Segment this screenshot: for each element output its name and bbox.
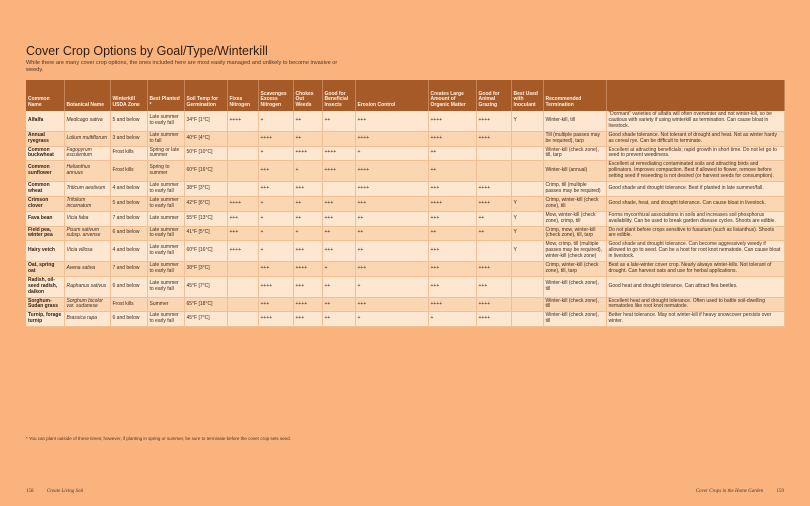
table-cell: [227, 262, 258, 277]
table-cell: ++: [428, 161, 476, 182]
table-cell: Triticum aestivum: [64, 182, 110, 197]
table-cell: 7 and below: [110, 211, 147, 226]
table-cell: [511, 161, 543, 182]
table-cell: Late summer to early fall: [147, 312, 184, 327]
table-cell: [227, 131, 258, 146]
table-cell: 38°F [3°C]: [184, 182, 227, 197]
crop-name-cell: Sorghum-Sudan grass: [26, 297, 64, 312]
table-cell: +++: [355, 111, 428, 131]
table-cell: ++++: [258, 131, 293, 146]
column-header: Fixes Nitrogen: [227, 80, 258, 111]
table-cell: Late summer: [147, 211, 184, 226]
table-cell: Crimp, mow, winter-kill (check zone), till, tarp: [543, 226, 606, 241]
table-cell: +: [258, 111, 293, 131]
footer-right: [696, 489, 784, 494]
table-cell: [322, 182, 355, 197]
table-cell: Late summer to early fall: [147, 241, 184, 262]
table-cell: Y: [511, 211, 543, 226]
left-page-number: 158: [26, 489, 34, 494]
page-subtitle: While there are many cover crop options, the ones included here are most easily managed and unlikely to become invasive or weedy.: [26, 60, 338, 74]
table-cell: ++++: [322, 161, 355, 182]
table-cell: +++: [428, 262, 476, 277]
table-cell: ++++: [355, 131, 428, 146]
table-cell: [322, 131, 355, 146]
table-cell: ++++: [355, 161, 428, 182]
table-cell: 6 and below: [110, 276, 147, 297]
table-cell: ++++: [476, 312, 511, 327]
table-cell: ++++: [476, 196, 511, 211]
table-cell: Late summer to early fall: [147, 226, 184, 241]
table-cell: Forms mycorrhizal associations in soils and increases soil phosphorus availability. Can be used to break garden disease cycles. Shoots are edible.: [606, 211, 784, 226]
table-cell: ++: [355, 226, 428, 241]
table-cell: ++: [322, 297, 355, 312]
table-cell: Avena sativa: [64, 262, 110, 277]
table-cell: ++: [322, 276, 355, 297]
table-row: [26, 262, 784, 277]
table-cell: Winter-kill (check zone), till, tarp: [543, 146, 606, 161]
table-cell: Frost kills: [110, 146, 147, 161]
table-row: [26, 211, 784, 226]
table-cell: +++: [428, 241, 476, 262]
table-cell: ++++: [476, 297, 511, 312]
table-cell: Y: [511, 226, 543, 241]
column-header: Common Name: [26, 80, 64, 111]
table-cell: 60°F [16°C]: [184, 241, 227, 262]
table-cell: Late summer to early fall: [147, 196, 184, 211]
table-cell: Y: [511, 196, 543, 211]
column-header: Winterkill USDA Zone: [110, 80, 147, 111]
table-cell: ++: [355, 241, 428, 262]
table-cell: 3 and below: [110, 131, 147, 146]
table-cell: Sorghum bicolor var. sudanese: [64, 297, 110, 312]
table-row: [26, 161, 784, 182]
table-cell: +: [258, 241, 293, 262]
table-cell: +++: [293, 276, 322, 297]
table-cell: ++++: [428, 196, 476, 211]
crop-name-cell: Annual ryegrass: [26, 131, 64, 146]
table-cell: [511, 276, 543, 297]
table-cell: 65°F [18°C]: [184, 297, 227, 312]
table-cell: 7 and below: [110, 262, 147, 277]
table-cell: +: [293, 226, 322, 241]
page-title: Cover Crop Options by Goal/Type/Winterkill: [26, 44, 268, 58]
table-cell: ++++: [293, 262, 322, 277]
table-cell: [511, 131, 543, 146]
table-cell: Y: [511, 111, 543, 131]
table-cell: ++: [293, 111, 322, 131]
table-cell: 60°F [16°C]: [184, 161, 227, 182]
table-cell: +++: [258, 161, 293, 182]
table-row: [26, 111, 784, 131]
table-cell: 41°F [5°C]: [184, 226, 227, 241]
table-cell: +: [355, 276, 428, 297]
footer-left: [26, 489, 83, 494]
table-cell: Good shade and drought tolerance. Best if planted in late summer/fall.: [606, 182, 784, 197]
table-cell: Crimp, winter-kill (check zone), till: [543, 196, 606, 211]
table-cell: +++: [258, 297, 293, 312]
table-cell: Late summer to early fall: [147, 111, 184, 131]
table-cell: Winter-kill (check zone), till: [543, 297, 606, 312]
table-cell: ++: [322, 312, 355, 327]
cover-crop-table: [26, 80, 785, 327]
table-cell: +++: [258, 262, 293, 277]
right-page-number: 159: [776, 489, 784, 494]
table-cell: +++: [428, 182, 476, 197]
table-cell: 6 and below: [110, 226, 147, 241]
crop-name-cell: Common sunflower: [26, 161, 64, 182]
table-cell: ++++: [227, 196, 258, 211]
table-cell: +++: [322, 211, 355, 226]
table-cell: “Dormant” varieties of alfalfa will often overwinter and not winter-kill, so be cautious with variety if using winterkill as termination. Can cause bloat in livestock.: [606, 111, 784, 131]
table-cell: 38°F [3°C]: [184, 262, 227, 277]
table-cell: +: [258, 226, 293, 241]
table-cell: Y: [511, 241, 543, 262]
table-cell: Winter-kill, till: [543, 111, 606, 131]
table-cell: Good shade and drought tolerance. Can become aggressively weedy if allowed to go to seed. Can be a host for root knot nematode. Can cause bloat in livestock.: [606, 241, 784, 262]
table-cell: +: [355, 312, 428, 327]
table-cell: Late summer to fall: [147, 131, 184, 146]
table-cell: +: [293, 161, 322, 182]
right-running-title: Cover Crops in the Home Garden: [695, 489, 764, 494]
table-cell: Excellent heat and drought tolerance. Often used to battle soil-dwelling nematodes like root knot nematode.: [606, 297, 784, 312]
table-row: [26, 131, 784, 146]
table-cell: [227, 297, 258, 312]
table-cell: Excellent at remediating contaminated soils and attracting birds and pollinators. Improves compaction. Best if allowed to flower, remove before setting seed if reseeding is not desired (or harvest seeds for consumption).: [606, 161, 784, 182]
table-footnote: * You can plant outside of these times; however, if planting in spring or summer, be sure to terminate before the cover crop sets seed.: [26, 436, 291, 441]
table-cell: +++: [227, 211, 258, 226]
crop-name-cell: Hairy vetch: [26, 241, 64, 262]
table-cell: [511, 312, 543, 327]
crop-name-cell: Crimson clover: [26, 196, 64, 211]
crop-name-cell: Oat, spring oat: [26, 262, 64, 277]
column-header: Chokes Out Weeds: [293, 80, 322, 111]
table-cell: Good shade tolerance. Not tolerant of drought and heat. Not as winter hardy as cereal rye. Can be difficult to terminate.: [606, 131, 784, 146]
column-header: [606, 80, 784, 111]
table-cell: Lolium multiflorum: [64, 131, 110, 146]
table-cell: ++++: [322, 146, 355, 161]
table-row: [26, 312, 784, 327]
column-header: Best Used with Inoculant: [511, 80, 543, 111]
table-cell: +: [258, 146, 293, 161]
table-cell: Crimp, winter-kill (check zone), till, tarp: [543, 262, 606, 277]
table-cell: +++: [355, 297, 428, 312]
table-cell: ++++: [428, 111, 476, 131]
table-cell: [227, 182, 258, 197]
column-header: Good for Animal Grazing: [476, 80, 511, 111]
table-cell: [511, 182, 543, 197]
crop-name-cell: Alfalfa: [26, 111, 64, 131]
table-cell: ++++: [476, 182, 511, 197]
table-cell: ++: [476, 226, 511, 241]
table-cell: Do not plant before crops sensitive to fusarium (such as lisianthus). Shoots are edible.: [606, 226, 784, 241]
table-cell: 4 and below: [110, 182, 147, 197]
table-cell: ++++: [355, 182, 428, 197]
table-cell: +++: [293, 182, 322, 197]
table-cell: ++++: [428, 297, 476, 312]
crop-name-cell: Common wheat: [26, 182, 64, 197]
table-cell: 5 and below: [110, 196, 147, 211]
table-cell: [227, 146, 258, 161]
table-cell: Winter-kill (check zone), till: [543, 276, 606, 297]
crop-name-cell: Radish, oil-seed radish, daikon: [26, 276, 64, 297]
table-cell: +++: [428, 276, 476, 297]
table-row: [26, 241, 784, 262]
table-cell: Good heat and drought tolerance. Can attract flea beetles.: [606, 276, 784, 297]
column-header: Soil Temp for Germination: [184, 80, 227, 111]
table-cell: Pisum sativum subsp. arvense: [64, 226, 110, 241]
table-cell: 55°F [13°C]: [184, 211, 227, 226]
table-cell: Excellent at attracting beneficials; rapid growth in short time. Do not let go to seed to prevent weediness.: [606, 146, 784, 161]
table-cell: Frost kills: [110, 297, 147, 312]
table-cell: Best as a late-winter cover crop. Nearly always winter-kills. Not tolerant of drought. Can harvest oats and use for herbal applications.: [606, 262, 784, 277]
table-cell: [227, 161, 258, 182]
table-cell: Mow, crimp, till (multiple passes may be required), winter-kill (check zone): [543, 241, 606, 262]
table-cell: ++: [322, 226, 355, 241]
table-cell: [227, 276, 258, 297]
crop-name-cell: Field pea, winter pea: [26, 226, 64, 241]
column-header: Scavenges Excess Nitrogen: [258, 80, 293, 111]
table-cell: Fagopyrum esculentum: [64, 146, 110, 161]
table-cell: Spring or late summer: [147, 146, 184, 161]
crop-name-cell: Common buckwheat: [26, 146, 64, 161]
table-cell: Late summer to early fall: [147, 276, 184, 297]
table-cell: Good shade, heat, and drought tolerance. Can cause bloat in livestock.: [606, 196, 784, 211]
table-cell: 5 and below: [110, 111, 147, 131]
table-row: [26, 146, 784, 161]
table-cell: +: [355, 146, 428, 161]
table-cell: 40°F [4°C]: [184, 131, 227, 146]
table-cell: ++: [428, 146, 476, 161]
table-cell: ++++: [258, 276, 293, 297]
column-header: Best Planted *: [147, 80, 184, 111]
table-cell: +++: [476, 276, 511, 297]
table-cell: +++: [258, 182, 293, 197]
table-cell: ++++: [476, 262, 511, 277]
table-cell: 45°F [7°C]: [184, 312, 227, 327]
table-cell: ++: [476, 211, 511, 226]
table-cell: +++: [355, 196, 428, 211]
table-cell: Late summer to early fall: [147, 262, 184, 277]
table-row: [26, 297, 784, 312]
table-cell: [511, 146, 543, 161]
table-cell: 6 and below: [110, 312, 147, 327]
table-row: [26, 276, 784, 297]
table-cell: ++: [428, 226, 476, 241]
table-cell: ++: [322, 111, 355, 131]
table-row: [26, 226, 784, 241]
table-cell: Better heat tolerance. May not winter-kill if heavy snowcover persists over winter.: [606, 312, 784, 327]
table-row: [26, 196, 784, 211]
table-cell: Late summer to early fall: [147, 182, 184, 197]
table-cell: [476, 146, 511, 161]
table-cell: [227, 312, 258, 327]
table-cell: Vicia villosa: [64, 241, 110, 262]
table-cell: +: [322, 262, 355, 277]
table-cell: [476, 161, 511, 182]
table-cell: ++++: [227, 111, 258, 131]
table-cell: [511, 262, 543, 277]
table-cell: Helianthus annuus: [64, 161, 110, 182]
column-header: Creates Large Amount of Organic Matter: [428, 80, 476, 111]
table-row: [26, 182, 784, 197]
column-header: Recommended Termination: [543, 80, 606, 111]
table-cell: ++++: [428, 131, 476, 146]
table-cell: +: [258, 211, 293, 226]
column-header: Botanical Name: [64, 80, 110, 111]
table-cell: [476, 241, 511, 262]
table-cell: +++: [293, 312, 322, 327]
table-cell: 42°F [6°C]: [184, 196, 227, 211]
table-cell: +: [428, 312, 476, 327]
crop-name-cell: Fava bean: [26, 211, 64, 226]
table-cell: Trifolium incarnatum: [64, 196, 110, 211]
table-cell: +++: [355, 262, 428, 277]
table-cell: Winter-kill (check zone), till: [543, 312, 606, 327]
table-cell: +++: [428, 211, 476, 226]
table-cell: Vicia faba: [64, 211, 110, 226]
table-cell: Crimp, till (multiple passes may be required): [543, 182, 606, 197]
table-cell: +++: [322, 196, 355, 211]
table-cell: +++: [227, 226, 258, 241]
table-cell: 45°F [7°C]: [184, 276, 227, 297]
table-cell: 50°F [10°C]: [184, 146, 227, 161]
table-cell: Raphanus sativus: [64, 276, 110, 297]
table-cell: Mow, winter-kill (check zone), crimp, till: [543, 211, 606, 226]
table-cell: Winter-kill (annual): [543, 161, 606, 182]
table-cell: Till (multiple passes may be required), tarp: [543, 131, 606, 146]
table-cell: ++++: [476, 131, 511, 146]
table-cell: Medicago sativa: [64, 111, 110, 131]
table-cell: 4 and below: [110, 241, 147, 262]
table-cell: ++++: [293, 297, 322, 312]
column-header: Erosion Control: [355, 80, 428, 111]
table-cell: ++++: [476, 111, 511, 131]
table-cell: +++: [293, 241, 322, 262]
table-cell: Frost kills: [110, 161, 147, 182]
table-cell: ++: [293, 196, 322, 211]
table-cell: [511, 297, 543, 312]
table-cell: +: [258, 196, 293, 211]
table-cell: 34°F [1°C]: [184, 111, 227, 131]
table-cell: Spring to summer: [147, 161, 184, 182]
table-cell: ++++: [227, 241, 258, 262]
table-cell: ++: [293, 131, 322, 146]
table-cell: ++++: [293, 146, 322, 161]
column-header: Good for Beneficial Insects: [322, 80, 355, 111]
table-cell: +++: [322, 241, 355, 262]
table-cell: ++: [293, 211, 322, 226]
table-header-row: [26, 80, 784, 111]
left-running-title: Create Living Soil: [46, 489, 84, 494]
table-cell: Brassica rapa: [64, 312, 110, 327]
table-cell: ++++: [258, 312, 293, 327]
table-cell: Summer: [147, 297, 184, 312]
table-cell: ++: [355, 211, 428, 226]
crop-name-cell: Turnip, forage turnip: [26, 312, 64, 327]
